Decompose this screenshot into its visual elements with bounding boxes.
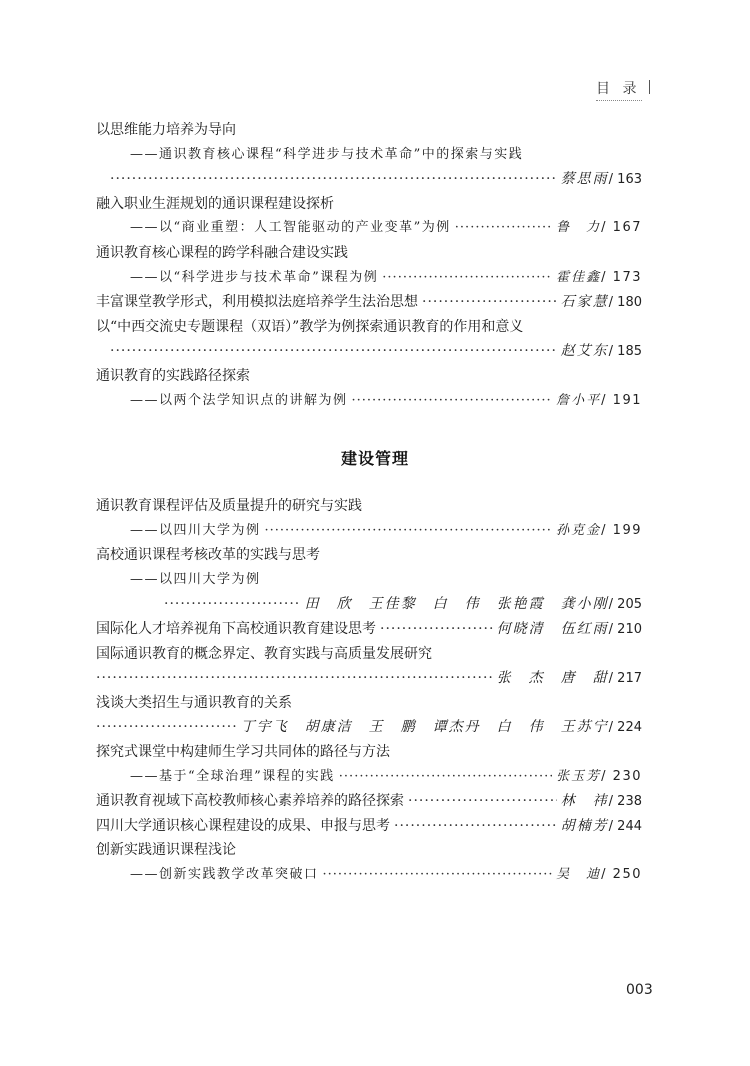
entry-page: / 163 — [608, 172, 642, 188]
entry-author: 何晓清 伍红雨 — [496, 620, 609, 637]
entry-author: 胡楠芳 — [560, 817, 609, 834]
entry-page: / 224 — [608, 720, 642, 736]
entry-page: / 244 — [608, 818, 642, 834]
entry-author: 吴 迪 — [556, 866, 602, 882]
dot-leader — [164, 592, 301, 617]
entry-leader-row — [96, 592, 642, 617]
entry-title: 通识教育课程评估及质量提升的研究与实践 — [96, 498, 362, 514]
entry-title: 高校通识课程考核改革的实践与思考 — [96, 547, 320, 564]
entry-title: 丰富课堂教学形式，利用模拟法庭培养学生法治思想 — [96, 294, 418, 311]
entry-title: 探究式课堂中构建师生学习共同体的路径与方法 — [96, 743, 390, 760]
dot-leader — [408, 789, 557, 814]
entry-title: 浅谈大类招生与通识教育的关系 — [96, 694, 292, 711]
entry-author: 丁宇飞 胡康洁 王 鹏 谭杰丹 白 伟 王苏宁 — [240, 719, 609, 736]
entry-title: 通识教育视域下高校教师核心素养培养的路径探索 — [96, 793, 404, 810]
entry-subtitle-row — [96, 765, 642, 790]
entry-subtitle: ——以四川大学为例 — [130, 571, 261, 587]
entry-title: 四川大学通识核心课程建设的成果、申报与思考 — [96, 817, 390, 834]
dot-leader — [265, 519, 553, 544]
entry-author: 林 祎 — [560, 793, 609, 810]
entry-subtitle-row — [96, 389, 642, 414]
entry-title: 以思维能力培养为导向 — [96, 122, 236, 138]
entry-leader-row — [96, 339, 642, 364]
dot-leader — [96, 666, 493, 691]
entry-row — [96, 290, 642, 315]
dot-leader — [382, 266, 552, 291]
entry-author: 霍佳鑫 — [556, 269, 602, 285]
entry-row — [96, 814, 642, 839]
entry-leader-row — [96, 167, 642, 192]
entry-author: 张玉芳 — [556, 768, 602, 784]
entry-author: 赵艾东 — [560, 343, 609, 360]
entry-author: 孙克金 — [556, 522, 602, 538]
entry-author: 田 欣 王佳黎 白 伟 张艳霞 龚小刚 — [304, 596, 609, 613]
entry-title: 通识教育核心课程的跨学科融合建设实践 — [96, 244, 348, 261]
dot-leader — [110, 339, 557, 364]
entry-leader-row — [96, 715, 642, 740]
entry-author: 石家慧 — [560, 294, 609, 311]
entry-leader-row — [96, 666, 642, 691]
entry-title: 以“中西交流史专题课程（双语）”教学为例探索通识教育的作用和意义 — [96, 318, 524, 335]
header-text: 目 录 — [596, 81, 641, 97]
entry-page: / 217 — [608, 671, 642, 687]
dot-leader — [455, 216, 552, 241]
dot-leader — [394, 814, 557, 839]
entry-author: 詹小平 — [556, 392, 602, 408]
header-divider — [649, 80, 650, 94]
header-underline — [596, 100, 642, 101]
entry-title: 创新实践通识课程浅论 — [96, 842, 236, 859]
entry-author: 张 杰 唐 甜 — [496, 670, 609, 687]
entry-page: / 185 — [608, 344, 642, 360]
entry-title: 国际通识教育的概念界定、教育实践与高质量发展研究 — [96, 645, 432, 662]
entry-title: 融入职业生涯规划的通识课程建设探析 — [96, 195, 334, 212]
running-header — [596, 78, 656, 100]
dot-leader — [380, 617, 493, 642]
entry-page: / 191 — [601, 392, 642, 408]
entry-page: / 230 — [601, 768, 642, 784]
entry-author: 蔡思雨 — [560, 171, 609, 188]
page-number: 003 — [626, 982, 653, 998]
dot-leader — [96, 715, 237, 740]
entry-subtitle: ——以四川大学为例 — [130, 522, 261, 538]
entry-title: 通识教育的实践路径探索 — [96, 367, 250, 384]
entry-subtitle-row — [96, 216, 642, 241]
dot-leader — [352, 389, 553, 414]
entry-subtitle-row — [96, 266, 642, 291]
dot-leader — [422, 290, 557, 315]
dot-leader — [323, 863, 553, 888]
entry-subtitle: ——创新实践教学改革突破口 — [130, 866, 319, 882]
entry-subtitle: ——通识教育核心课程“科学进步与技术革命”中的探索与实践 — [130, 146, 524, 162]
toc-group-1 — [96, 118, 642, 413]
entry-subtitle: ——以“商业重塑：人工智能驱动的产业变革”为例 — [130, 220, 451, 236]
dot-leader — [110, 167, 557, 192]
entry-row — [96, 789, 642, 814]
entry-page: / 173 — [601, 269, 642, 285]
entry-title: 国际化人才培养视角下高校通识教育建设思考 — [96, 620, 376, 637]
entry-subtitle: ——以“科学进步与技术革命”课程为例 — [130, 269, 379, 285]
entry-page: / 199 — [601, 522, 642, 538]
entry-page: / 250 — [601, 866, 642, 882]
entry-row — [96, 617, 642, 642]
entry-page: / 180 — [608, 295, 642, 311]
entry-subtitle-row — [96, 519, 642, 544]
toc-group-2 — [96, 494, 642, 888]
entry-page: / 210 — [608, 621, 642, 637]
entry-subtitle: ——基于“全球治理”课程的实践 — [130, 768, 335, 784]
entry-author: 鲁 力 — [556, 220, 602, 236]
entry-page: / 167 — [601, 220, 642, 236]
section-heading: 建设管理 — [340, 449, 409, 468]
entry-subtitle-row — [96, 863, 642, 888]
entry-subtitle: ——以两个法学知识点的讲解为例 — [130, 392, 348, 408]
entry-page: / 205 — [608, 597, 642, 613]
entry-page: / 238 — [608, 794, 642, 810]
dot-leader — [339, 765, 552, 790]
